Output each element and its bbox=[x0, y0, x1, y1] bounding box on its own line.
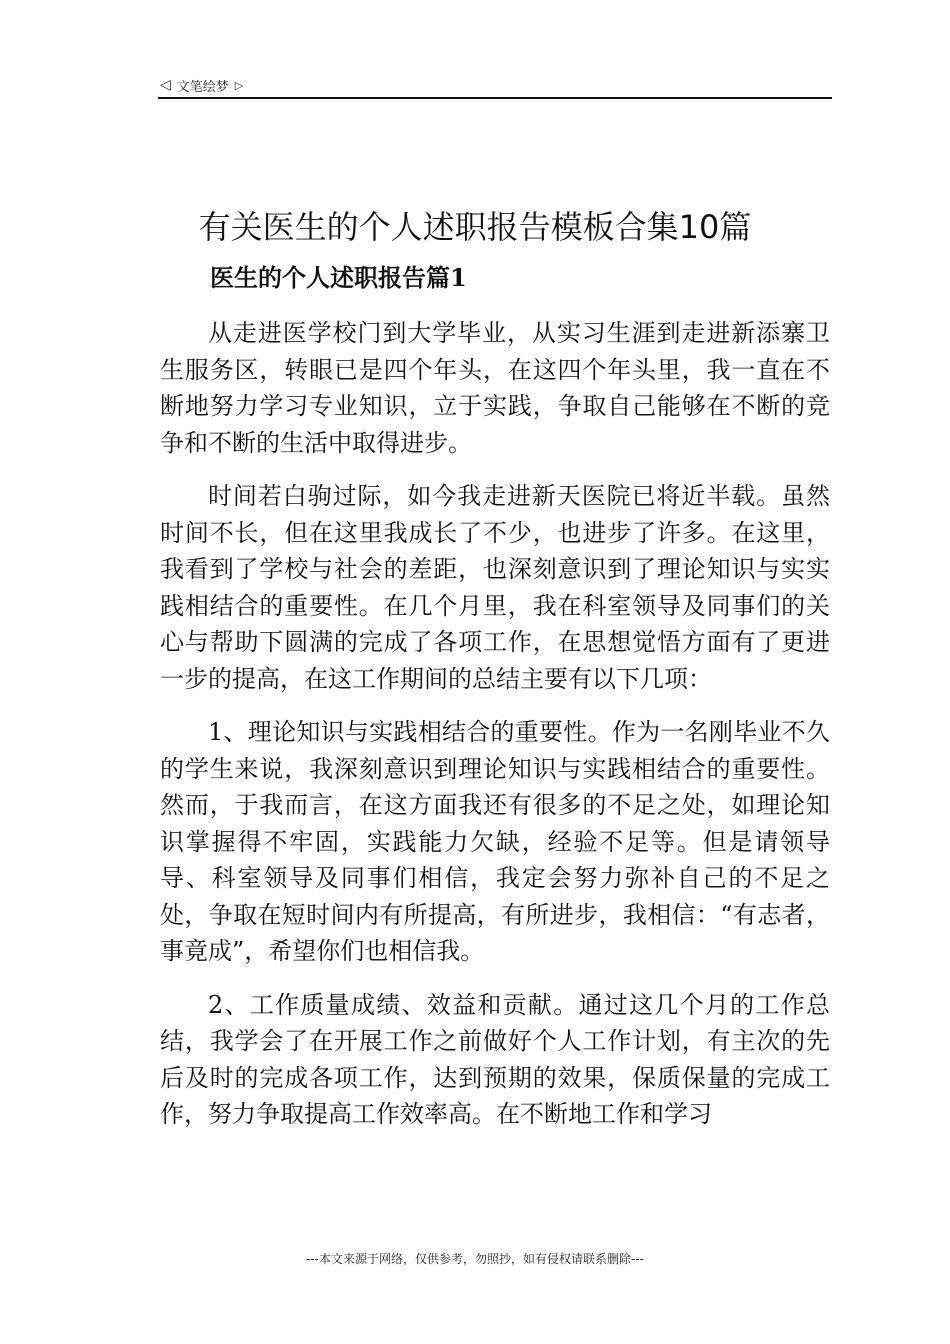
header-divider bbox=[158, 97, 832, 99]
page-header bbox=[160, 74, 243, 96]
footer-notice: ---本文来源于网络，仅供参考，勿照抄，如有侵权请联系删除--- bbox=[306, 1252, 644, 1266]
right-triangle-icon: ▷ bbox=[234, 78, 244, 92]
body-paragraph: 时间若白驹过际，如今我走进新天医院已将近半载。虽然时间不长，但在这里我成长了不少，也进步了许多。在这里，我看到了学校与社会的差距，也深刻意识到了理论知识与实实践相结合的重要性。在几个月里，我在科室领导及同事们的关心与帮助下圆满的完成了各项工作，在思想觉悟方面有了更进一步的提高，在这工作期间的总结主要有以下几项： bbox=[160, 482, 830, 693]
body-paragraph: 2、工作质量成绩、效益和贡献。通过这几个月的工作总结，我学会了在开展工作之前做好个人工作计划，有主次的先后及时的完成各项工作，达到预期的效果，保质保量的完成工作，努力争取提高工作效率高。在不断地工作和学习 bbox=[160, 990, 830, 1128]
left-triangle-icon: ◁ bbox=[160, 77, 171, 93]
body-paragraph: 1、理论知识与实践相结合的重要性。作为一名刚毕业不久的学生来说，我深刻意识到理论知识与实践相结合的重要性。然而，于我而言，在这方面我还有很多的不足之处，如理论知识掌握得不牢固，实践能力欠缺，经验不足等。但是请领导导、科室领导及同事们相信，我定会努力弥补自己的不足之处，争取在短时间内有所提高，有所进步，我相信：“有志者，事竟成”，希望你们也相信我。 bbox=[160, 718, 830, 965]
document-body bbox=[160, 315, 830, 1150]
section-subtitle: 医生的个人述职报告篇1 bbox=[210, 263, 467, 292]
document-title: 有关医生的个人述职报告模板合集10篇 bbox=[198, 208, 752, 246]
body-paragraph: 从走进医学校门到大学毕业，从实习生涯到走进新添寨卫生服务区，转眼已是四个年头，在这四个年头里，我一直在不断地努力学习专业知识，立于实践，争取自己能够在不断的竞争和不断的生活中取得进步。 bbox=[160, 319, 830, 457]
header-brand: 文笔绘梦 bbox=[176, 79, 229, 95]
